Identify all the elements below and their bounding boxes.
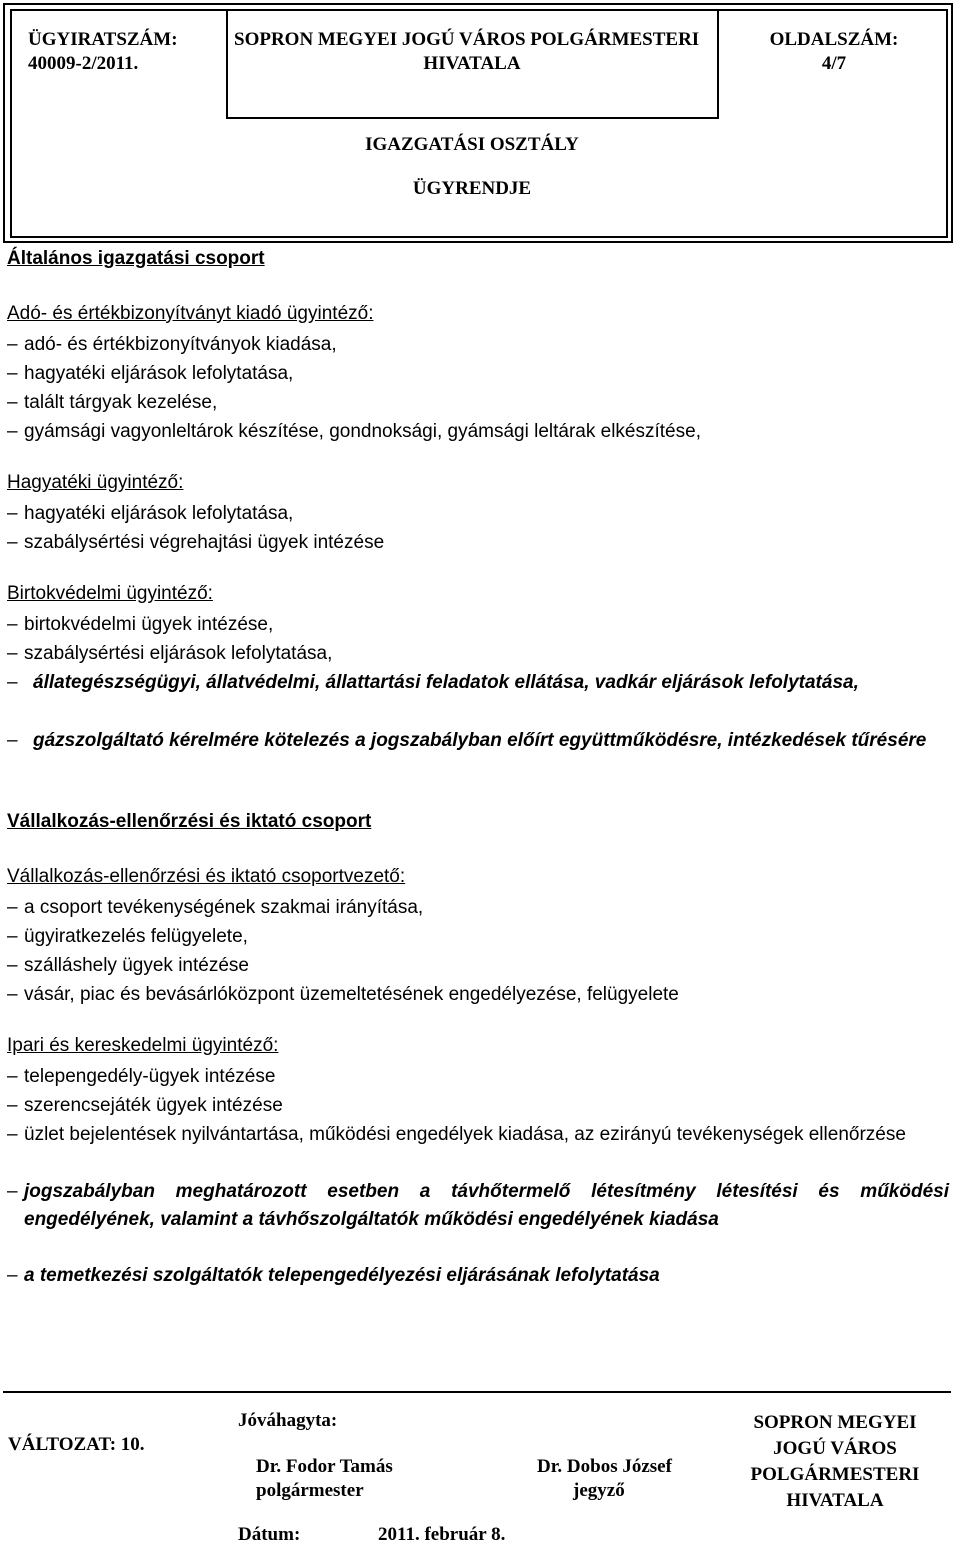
list-item: – üzlet bejelentések nyilvántartása, működési engedélyek kiadása, az ezirányú tevékenységek ellenőrzése (7, 1121, 949, 1149)
section-title: Általános igazgatási csoport (7, 248, 265, 269)
list-item: – gyámsági vagyonleltárok készítése, gondnoksági, gyámsági leltárak elkészítése, (7, 418, 949, 446)
date-value: 2011. február 8. (378, 1524, 506, 1545)
case-number: 40009-2/2011. (28, 53, 139, 74)
list-item-emphasized: – a temetkezési szolgáltatók telepengedélyezési eljárásának lefolytatása (7, 1262, 949, 1290)
dash-bullet-icon: – (7, 503, 18, 524)
footer-office-line: HIVATALA (786, 1490, 884, 1511)
dash-bullet-icon: – (7, 1265, 18, 1286)
dash-bullet-icon: – (7, 392, 18, 413)
dash-bullet-icon: – (7, 926, 18, 947)
notary-title: jegyző (573, 1480, 625, 1501)
header-divider-horizontal (226, 117, 718, 119)
list-item-emphasized: – jogszabályban meghatározott esetben a távhőtermelő létesítmény létesítési és működési engedélyének, valamint a távhőszolgáltatók működési engedélyének kiadása (7, 1178, 949, 1234)
list-item: – szabálysértési eljárások lefolytatása, (7, 640, 949, 668)
footer-office-line: SOPRON MEGYEI (753, 1412, 917, 1433)
group-heading: Adó- és értékbizonyítványt kiadó ügyintéző: (7, 303, 374, 324)
list-item: – hagyatéki eljárások lefolytatása, (7, 500, 949, 528)
dash-bullet-icon: – (7, 334, 18, 355)
mayor-title: polgármester (256, 1480, 364, 1501)
group-heading: Vállalkozás-ellenőrzési és iktató csoportvezető: (7, 866, 406, 887)
dash-bullet-icon: – (7, 984, 18, 1005)
list-item-emphasized: – gázszolgáltató kérelmére kötelezés a jogszabályban előírt együttműködésre, intézkedések tűrésére (7, 727, 949, 755)
list-item: – vásár, piac és bevásárlóközpont üzemeltetésének engedélyezése, felügyelete (7, 981, 949, 1009)
mayor-name: Dr. Fodor Tamás (256, 1456, 393, 1477)
office-name-line2: HIVATALA (423, 53, 521, 74)
list-item: – szerencsejáték ügyek intézése (7, 1092, 949, 1120)
date-label: Dátum: (238, 1524, 301, 1545)
dash-bullet-icon: – (7, 955, 18, 976)
footer-office-line: POLGÁRMESTERI (750, 1464, 920, 1485)
section-title: Vállalkozás-ellenőrzési és iktató csoport (7, 811, 372, 832)
dash-bullet-icon: – (7, 614, 18, 635)
footer-rule (3, 1391, 951, 1393)
list-item: – hagyatéki eljárások lefolytatása, (7, 360, 949, 388)
dash-bullet-icon: – (7, 730, 18, 751)
dash-bullet-icon: – (7, 672, 18, 693)
dash-bullet-icon: – (7, 532, 18, 553)
dash-bullet-icon: – (7, 1181, 18, 1202)
approved-by-label: Jóváhagyta: (238, 1410, 338, 1431)
list-item: – talált tárgyak kezelése, (7, 389, 949, 417)
department-title: IGAZGATÁSI OSZTÁLY (365, 134, 579, 155)
dash-bullet-icon: – (7, 643, 18, 664)
office-name-line1: SOPRON MEGYEI JOGÚ VÁROS POLGÁRMESTERI (234, 29, 700, 50)
page-number: 4/7 (821, 53, 847, 74)
group-heading: Hagyatéki ügyintéző: (7, 472, 184, 493)
document-type: ÜGYRENDJE (412, 178, 532, 199)
version-label: VÁLTOZAT: 10. (8, 1434, 145, 1455)
list-item-emphasized: – állategészségügyi, állatvédelmi, állattartási feladatok ellátása, vadkár eljárások lefolytatása, (7, 669, 949, 697)
footer-office-line: JOGÚ VÁROS (773, 1438, 897, 1459)
list-item: – a csoport tevékenységének szakmai irányítása, (7, 894, 949, 922)
list-item: – szabálysértési végrehajtási ügyek intézése (7, 529, 949, 557)
footer-office-name (718, 1410, 952, 1514)
dash-bullet-icon: – (7, 421, 18, 442)
list-item: – telepengedély-ügyek intézése (7, 1063, 949, 1091)
list-item: – birtokvédelmi ügyek intézése, (7, 611, 949, 639)
dash-bullet-icon: – (7, 897, 18, 918)
group-heading: Ipari és kereskedelmi ügyintéző: (7, 1035, 279, 1056)
list-item: – ügyiratkezelés felügyelete, (7, 923, 949, 951)
page-number-label: OLDALSZÁM: (769, 29, 899, 50)
dash-bullet-icon: – (7, 1124, 18, 1145)
dash-bullet-icon: – (7, 363, 18, 384)
list-item: – szálláshely ügyek intézése (7, 952, 949, 980)
group-heading: Birtokvédelmi ügyintéző: (7, 583, 213, 604)
case-number-label: ÜGYIRATSZÁM: (28, 29, 178, 50)
notary-name: Dr. Dobos József (537, 1456, 672, 1477)
list-item: – adó- és értékbizonyítványok kiadása, (7, 331, 949, 359)
dash-bullet-icon: – (7, 1095, 18, 1116)
dash-bullet-icon: – (7, 1066, 18, 1087)
